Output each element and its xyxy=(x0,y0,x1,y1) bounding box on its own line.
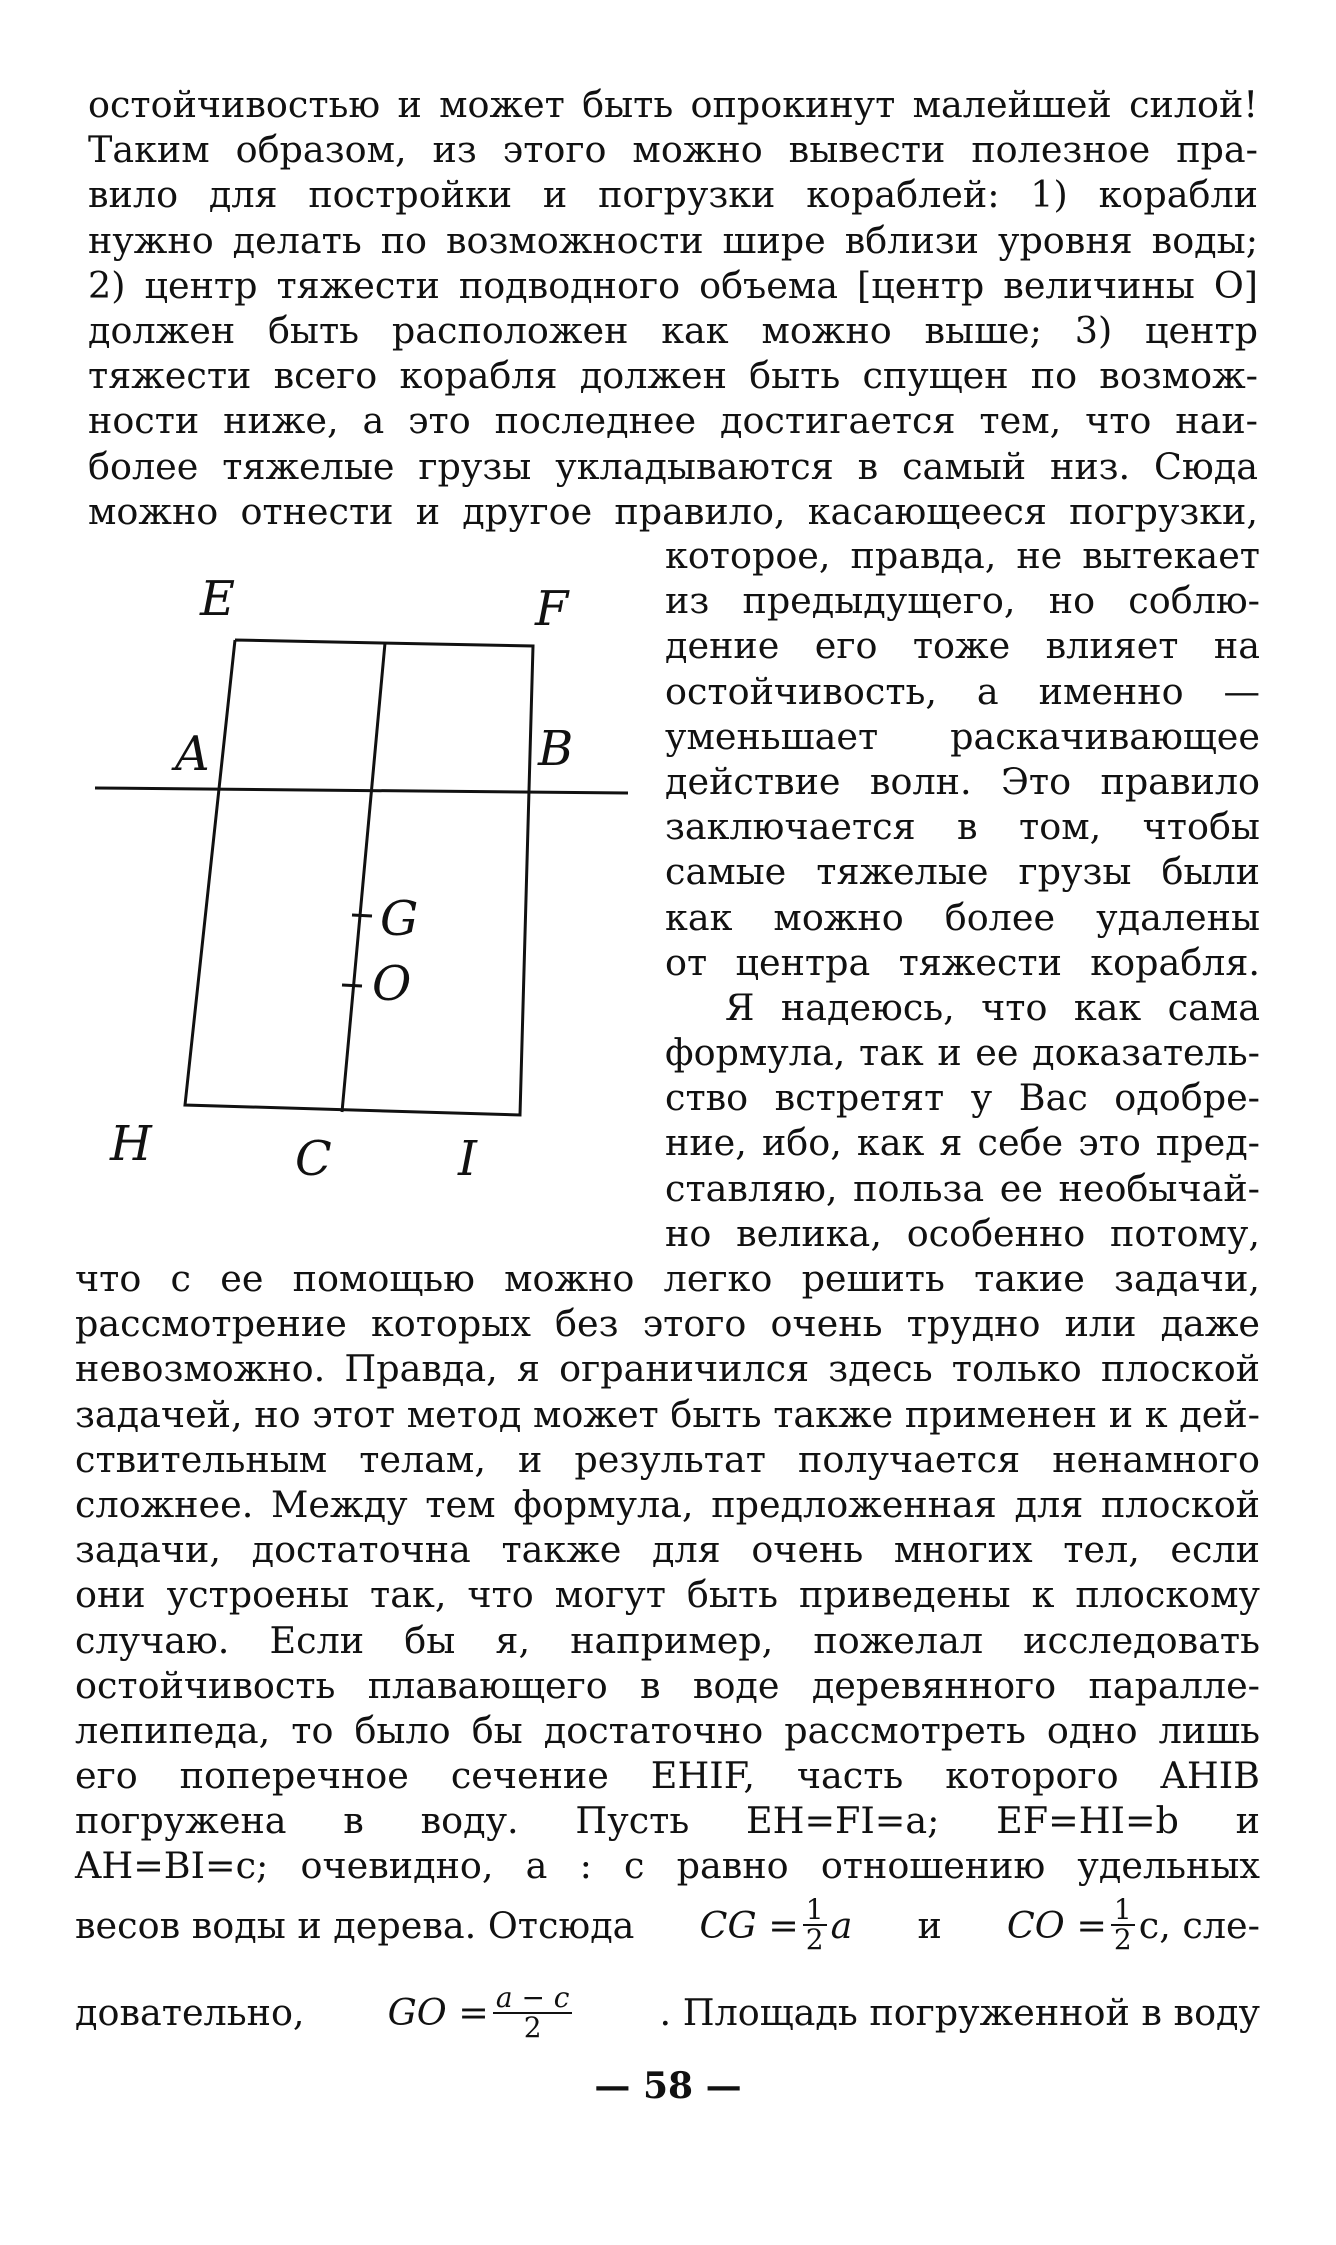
text-line: вило для постройки и погрузки кораблей: 1) корабли xyxy=(88,173,1258,217)
text-line: рассмотрение которых без этого очень трудно или даже xyxy=(75,1302,1260,1346)
fraction-numerator: a − c xyxy=(493,1984,573,2014)
label-e: E xyxy=(200,571,236,627)
text-line: действие волн. Это правило xyxy=(665,759,1260,803)
text-line: остойчивостью и может быть опрокинут малейшей силой! xyxy=(88,83,1258,126)
text-line: задачей, но этот метод может быть также применен и к дей- xyxy=(75,1392,1260,1436)
text-line: они устроены так, что могут быть приведены к плоскому xyxy=(75,1573,1260,1617)
cg-label: CG = xyxy=(699,1903,799,1947)
fraction-denominator: 2 xyxy=(805,1923,824,1956)
text-line: остойчивость плавающего в воде деревянного паралле- xyxy=(75,1663,1260,1707)
fraction-half xyxy=(803,1893,827,1956)
mark-g xyxy=(352,915,372,916)
paragraph-bottom xyxy=(75,1256,1260,1889)
text-line: от центра тяжести корабля. xyxy=(665,940,1260,984)
label-c: C xyxy=(295,1131,332,1187)
text-line: ство встретят у Вас одобре- xyxy=(665,1076,1260,1120)
text-line: как можно более удалены xyxy=(665,895,1260,939)
section-outline xyxy=(185,640,533,1115)
fraction-numerator: 1 xyxy=(1111,1896,1135,1926)
text-line: погружена в воду. Пусть EH=FI=a; EF=HI=b и xyxy=(75,1799,1260,1843)
variable-a: a xyxy=(830,1903,853,1947)
co-label: CO = xyxy=(1006,1903,1107,1947)
text-line: заключается в том, чтобы xyxy=(665,805,1260,849)
mark-o xyxy=(342,985,362,986)
text-line: AH=BI=c; очевидно, a : c равно отношению удельных xyxy=(75,1844,1260,1888)
text-line: из предыдущего, но соблю- xyxy=(665,579,1260,623)
page-number: — 58 — xyxy=(594,2065,742,2107)
text-line: уменьшает раскачивающее xyxy=(665,714,1260,758)
text-line: самые тяжелые грузы были xyxy=(665,850,1260,894)
formula-go xyxy=(387,1980,577,2044)
last-line-pre: довательно, xyxy=(75,1991,305,2034)
text-line: Я надеюсь, что как сама xyxy=(725,985,1260,1029)
text-line: но велика, особенно потому, xyxy=(665,1211,1260,1255)
label-h: H xyxy=(110,1116,152,1172)
text-line: более тяжелые грузы укладываются в самый низ. Сюда xyxy=(88,444,1258,488)
text-line: тяжести всего корабля должен быть спущен по возмож- xyxy=(88,354,1258,398)
text-line: невозможно. Правда, я ограничился здесь только плоской xyxy=(75,1347,1260,1391)
label-b: B xyxy=(538,721,574,777)
text-line: которое, правда, не вытекает xyxy=(665,534,1260,577)
text-line: формула, так и ее доказатель- xyxy=(665,1031,1260,1075)
text-line: должен быть расположен как можно выше; 3) центр xyxy=(88,308,1258,352)
formula-text: весов воды и дерева. Отсюда xyxy=(75,1903,635,1947)
text-line: ности ниже, а это последнее достигается тем, что наи- xyxy=(88,399,1258,443)
formula-cg xyxy=(699,1893,853,1956)
fraction-denominator: 2 xyxy=(1113,1923,1132,1956)
text-line: ставляю, польза ее необычай- xyxy=(665,1166,1260,1210)
formula-co xyxy=(1006,1893,1260,1956)
text-line: ние, ибо, как я себе это пред- xyxy=(665,1121,1260,1165)
fraction-denominator: 2 xyxy=(523,2010,542,2044)
fraction-numerator: 1 xyxy=(803,1896,827,1926)
text-line: дение его тоже влияет на xyxy=(665,624,1260,668)
go-label: GO = xyxy=(387,1991,489,2034)
label-a: A xyxy=(175,726,210,782)
water-line xyxy=(95,788,628,793)
formula-and: и xyxy=(917,1903,942,1947)
fraction-go xyxy=(493,1980,573,2044)
text-line: лепипеда, то было бы достаточно рассмотреть одно лишь xyxy=(75,1708,1260,1752)
cross-section-figure xyxy=(80,560,660,1210)
text-line: нужно делать по возможности шире вблизи уровня воды; xyxy=(88,218,1258,262)
last-line-post: . Площадь погруженной в воду xyxy=(659,1991,1260,2034)
center-line xyxy=(342,643,385,1112)
label-o: O xyxy=(372,956,412,1012)
text-line: Таким образом, из этого можно вывести полезное пра- xyxy=(88,128,1258,172)
label-f: F xyxy=(535,581,569,637)
variable-c: c, сле- xyxy=(1138,1903,1260,1947)
paragraph-top xyxy=(88,82,1258,534)
label-g: G xyxy=(380,891,419,947)
last-line xyxy=(75,1975,1260,2050)
text-line: его поперечное сечение EHIF, часть которого AHIB xyxy=(75,1754,1260,1798)
text-line: задачи, достаточна также для очень многих тел, если xyxy=(75,1528,1260,1572)
text-line: ствительным телам, и результат получается ненамного xyxy=(75,1437,1260,1481)
text-line: остойчивость, а именно — xyxy=(665,669,1260,713)
text-line: сложнее. Между тем формула, предложенная для плоской xyxy=(75,1482,1260,1526)
text-line: что с ее помощью можно легко решить такие задачи, xyxy=(75,1257,1260,1300)
formula-line xyxy=(75,1890,1260,1960)
paragraph-side xyxy=(665,533,1260,1256)
label-i: I xyxy=(458,1131,477,1187)
fraction-half xyxy=(1111,1893,1135,1956)
text-line: 2) центр тяжести подводного объема [центр величины O] xyxy=(88,263,1258,307)
text-line: можно отнести и другое правило, касающееся погрузки, xyxy=(88,489,1258,533)
text-line: случаю. Если бы я, например, пожелал исследовать xyxy=(75,1618,1260,1662)
